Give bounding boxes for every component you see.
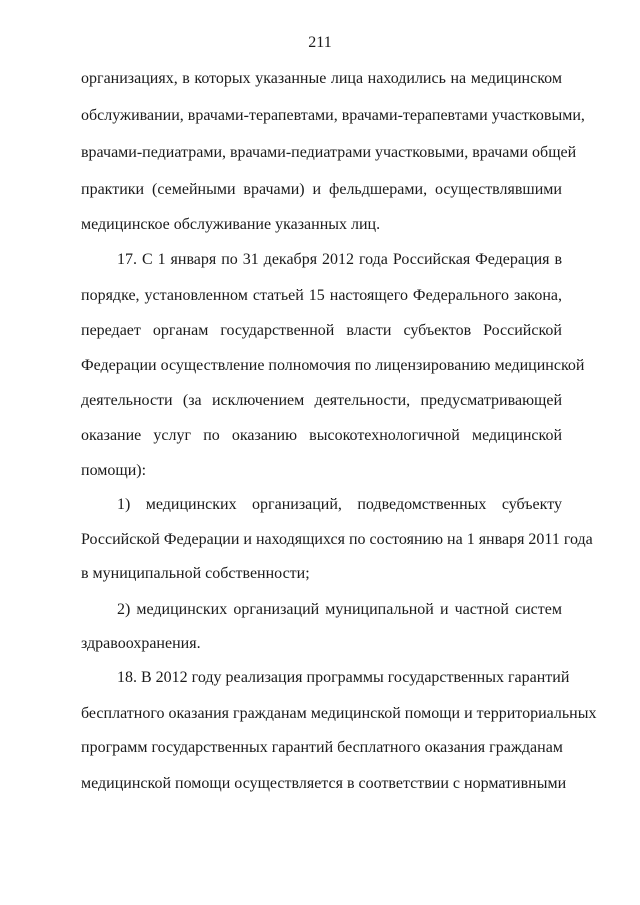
text-line: программ государственных гарантий бесплатного оказания гражданам: [81, 739, 563, 756]
text-line: Российской Федерации и находящихся по состоянию на 1 января 2011 года: [81, 531, 593, 548]
text-line: порядке, установленном статьей 15 настоящего Федерального закона,: [81, 287, 562, 304]
text-line: бесплатного оказания гражданам медицинской помощи и территориальных: [81, 705, 597, 722]
text-line: Федерации осуществление полномочия по лицензированию медицинской: [81, 357, 585, 374]
text-line: врачами-педиатрами, врачами-педиатрами участковыми, врачами общей: [81, 144, 577, 161]
text-line: помощи):: [81, 462, 147, 479]
text-line: 1) медицинских организаций, подведомственных субъекту: [117, 496, 562, 513]
text-line: медицинской помощи осуществляется в соответствии с нормативными: [81, 775, 567, 792]
text-line: 17. С 1 января по 31 декабря 2012 года Российская Федерация в: [117, 251, 562, 268]
text-line: 18. В 2012 году реализация программы государственных гарантий: [117, 669, 570, 686]
text-line: 2) медицинских организаций муниципальной и частной систем: [117, 601, 562, 618]
text-line: практики (семейными врачами) и фельдшерами, осуществлявшими: [81, 181, 562, 198]
text-line: деятельности (за исключением деятельности, предусматривающей: [81, 392, 562, 409]
text-line: оказание услуг по оказанию высокотехнологичной медицинской: [81, 427, 562, 444]
text-line: в муниципальной собственности;: [81, 565, 310, 582]
text-line: здравоохранения.: [81, 635, 201, 652]
text-line: медицинское обслуживание указанных лиц.: [81, 216, 381, 233]
page-number: 211: [308, 34, 332, 51]
text-line: организациях, в которых указанные лица находились на медицинском: [81, 70, 562, 87]
text-line: обслуживании, врачами-терапевтами, врачами-терапевтами участковыми,: [81, 107, 585, 124]
text-line: передает органам государственной власти субъектов Российской: [81, 322, 562, 339]
